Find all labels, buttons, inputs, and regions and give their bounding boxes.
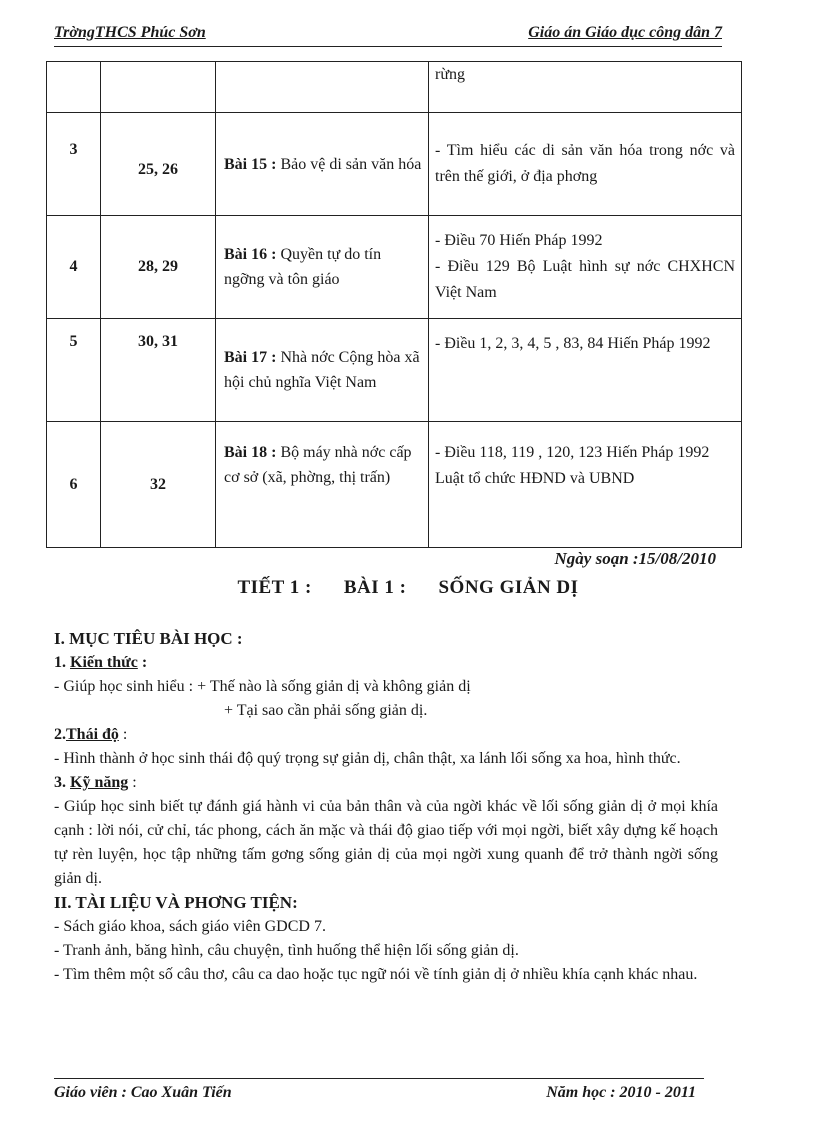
materials-line: - Tranh ảnh, băng hình, câu chuyện, tình huống thể hiện lối sống giản dị. bbox=[54, 942, 519, 959]
subsection-number: 3. bbox=[54, 774, 70, 791]
subsection-colon: : bbox=[118, 726, 128, 743]
table-row bbox=[47, 319, 742, 422]
row-docs bbox=[429, 319, 742, 422]
row-number: 4 bbox=[47, 216, 101, 319]
attitude-text: - Hình thành ở học sinh thái độ quý trọng sự giản dị, chân thật, xa lánh lối sống xa hoa, hình thức. bbox=[54, 750, 681, 767]
lesson-name: Bộ máy nhà nớc cấp cơ sở (xã, phờng, thị trấn) bbox=[224, 444, 412, 486]
doc-line: - Điều 70 Hiến Pháp 1992 bbox=[435, 232, 603, 249]
row-lesson bbox=[216, 422, 429, 548]
row-docs bbox=[429, 422, 742, 548]
subsection-colon: : bbox=[137, 654, 148, 671]
lesson-number: Bài 18 : bbox=[224, 444, 277, 461]
doc-line: - Điều 118, 119 , 120, 123 Hiến Pháp 1992 bbox=[435, 444, 710, 461]
row-periods: 28, 29 bbox=[101, 216, 216, 319]
school-name: TrờngTHCS Phúc Sơn bbox=[54, 24, 206, 41]
materials-line: - Sách giáo khoa, sách giáo viên GDCD 7. bbox=[54, 918, 326, 935]
row-lesson bbox=[216, 319, 429, 422]
school-year: Năm học : 2010 - 2011 bbox=[546, 1084, 696, 1101]
table-row bbox=[47, 62, 742, 113]
lesson-heading bbox=[0, 577, 816, 599]
row-number bbox=[47, 62, 101, 113]
preparation-date: Ngày soạn :15/08/2010 bbox=[554, 549, 716, 568]
subject-title: Giáo án Giáo dục công dân 7 bbox=[528, 24, 722, 41]
knowledge-line: - Giúp học sinh hiểu : + Thế nào là sống giản dị và không giản dị bbox=[54, 678, 471, 695]
teacher-name: Giáo viên : Cao Xuân Tiến bbox=[54, 1084, 232, 1101]
table-row bbox=[47, 422, 742, 548]
lesson-number: Bài 17 : bbox=[224, 349, 277, 366]
lesson-name: Bảo vệ di sản văn hóa bbox=[276, 155, 422, 173]
subsection-number: 1. bbox=[54, 654, 70, 671]
row-periods: 32 bbox=[101, 422, 216, 548]
lesson-plan-table bbox=[46, 61, 742, 548]
page-footer bbox=[54, 1078, 704, 1103]
lesson-name: Quyền tự do tín ngỡng và tôn giáo bbox=[224, 246, 382, 288]
row-periods bbox=[101, 62, 216, 113]
row-periods: 25, 26 bbox=[101, 113, 216, 216]
row-periods: 30, 31 bbox=[101, 319, 216, 422]
row-lesson bbox=[216, 216, 429, 319]
subsection-attitude bbox=[54, 723, 718, 747]
page-header bbox=[54, 24, 722, 47]
row-docs bbox=[429, 113, 742, 216]
lesson-label: BÀI 1 : bbox=[343, 577, 407, 598]
lesson-topic: SỐNG GIẢN DỊ bbox=[438, 577, 579, 598]
subsection-knowledge bbox=[54, 651, 718, 675]
row-docs bbox=[429, 62, 742, 113]
period-label: TIẾT 1 : bbox=[237, 577, 312, 598]
subsection-label: Kiến thức bbox=[70, 654, 138, 671]
materials-line: - Tìm thêm một số câu thơ, câu ca dao hoặc tục ngữ nói về tính giản dị ở nhiều khía cạnh khác nhau. bbox=[54, 966, 698, 983]
lesson-content bbox=[54, 625, 718, 987]
knowledge-line: + Tại sao cần phải sống giản dị. bbox=[224, 702, 428, 719]
row-docs bbox=[429, 216, 742, 319]
subsection-label: Thái độ bbox=[66, 726, 119, 743]
lesson-number: Bài 15 : bbox=[224, 155, 277, 173]
skills-text: - Giúp học sinh biết tự đánh giá hành vi của bản thân và của ngời khác về lối sống giản dị ở mọi khía cạnh : lời nói, cử chỉ, tác phong, cách ăn mặc và thái độ giao tiếp với mọi ngời, biết xây dựng kế hoạch tự rèn luyện, học tập những tấm gơng sống giản dị của mọi ngời xung quanh để trở thành ngời sống giản dị. bbox=[54, 798, 718, 887]
row-number: 3 bbox=[47, 113, 101, 216]
table-row bbox=[47, 216, 742, 319]
doc-line: rừng bbox=[435, 66, 465, 83]
subsection-colon: : bbox=[128, 774, 137, 791]
row-lesson bbox=[216, 62, 429, 113]
doc-line: - Tìm hiểu các di sản văn hóa trong nớc và trên thế giới, ở địa phơng bbox=[435, 142, 735, 185]
subsection-skills bbox=[54, 771, 718, 795]
lesson-number: Bài 16 : bbox=[224, 246, 277, 263]
doc-line: - Điều 1, 2, 3, 4, 5 , 83, 84 Hiến Pháp 1992 bbox=[435, 335, 711, 352]
row-number: 5 bbox=[47, 319, 101, 422]
subsection-label: Kỹ năng bbox=[70, 774, 129, 791]
doc-line: - Điều 129 Bộ Luật hình sự nớc CHXHCN Việt Nam bbox=[435, 258, 735, 301]
row-number: 6 bbox=[47, 422, 101, 548]
lesson-name: Nhà nớc Cộng hòa xã hội chủ nghĩa Việt Nam bbox=[224, 349, 420, 391]
table-row bbox=[47, 113, 742, 216]
row-lesson bbox=[216, 113, 429, 216]
subsection-number: 2. bbox=[54, 726, 66, 743]
section-materials-heading: II. TÀI LIỆU VÀ PHƠNG TIỆN: bbox=[54, 893, 298, 912]
section-objectives-heading: I. MỤC TIÊU BÀI HỌC : bbox=[54, 629, 243, 648]
doc-line: Luật tổ chức HĐND và UBND bbox=[435, 470, 635, 487]
